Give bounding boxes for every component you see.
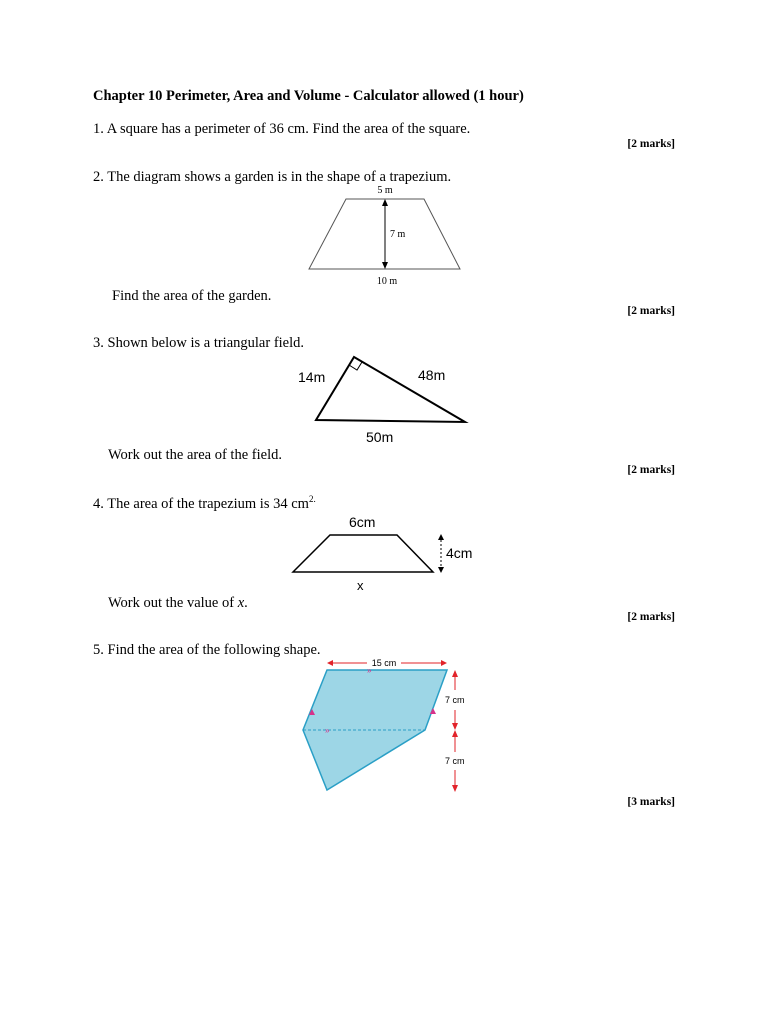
arrow-head-down: [452, 785, 458, 792]
question-2-followup: Find the area of the garden.: [112, 288, 272, 304]
arrow-head-up: [438, 534, 444, 540]
parallel-marker-icon: »: [367, 666, 372, 675]
garden-bottom-label: 10 m: [376, 276, 398, 287]
question-2-text: 2. The diagram shows a garden is in the shape of a trapezium.: [93, 169, 452, 185]
question-4-followup: Work out the value of x.: [108, 595, 248, 611]
trapezium-height-label: 4cm: [446, 545, 473, 561]
shape-top-label: 15 cm: [371, 658, 397, 668]
question-5-marks: [3 marks]: [627, 796, 675, 808]
arrow-head-down: [452, 723, 458, 730]
question-3-followup: Work out the area of the field.: [108, 447, 282, 463]
garden-trapezium-diagram: [300, 182, 470, 290]
question-4-text: 4. The area of the trapezium is 34 $cm^{2.}$: [93, 494, 316, 512]
triangular-field-diagram: [290, 350, 480, 450]
arrow-head-left: [327, 660, 333, 666]
triangle-right-label: 48m: [418, 367, 446, 383]
composite-shape-diagram: [295, 652, 480, 800]
trapezium-bottom-label: x: [357, 578, 364, 593]
trapezium-top-label: 6cm: [349, 514, 376, 530]
arrow-head-up: [452, 670, 458, 677]
question-5-text: 5. Find the area of the following shape.: [93, 642, 321, 658]
arrow-head-down: [438, 567, 444, 573]
question-2-marks: [2 marks]: [627, 305, 675, 317]
trapezium-x-diagram: [285, 510, 485, 595]
triangle-left-label: 14m: [298, 369, 326, 385]
parallel-marker-icon: »: [325, 726, 330, 735]
page-title: Chapter 10 Perimeter, Area and Volume - Calculator allowed (1 hour): [93, 88, 524, 104]
question-1-text: 1. A square has a perimeter of 36 cm. Find the area of the square.: [93, 121, 471, 137]
shape-side-label-2: 7 cm: [445, 756, 465, 766]
arrow-head-up: [382, 199, 388, 206]
question-4-marks: [2 marks]: [627, 611, 675, 623]
question-3-text: 3. Shown below is a triangular field.: [93, 335, 305, 351]
arrow-head-up: [452, 730, 458, 737]
trapezium-x-shape: [293, 535, 433, 572]
garden-top-label: 5 m: [377, 185, 393, 196]
question-3-marks: [2 marks]: [627, 464, 675, 476]
question-1-marks: [2 marks]: [627, 138, 675, 150]
arrow-head-right: [441, 660, 447, 666]
arrow-head-down: [382, 262, 388, 269]
shape-side-label-1: 7 cm: [445, 695, 465, 705]
garden-height-label: 7 m: [390, 229, 406, 240]
triangle-bottom-label: 50m: [366, 429, 394, 445]
